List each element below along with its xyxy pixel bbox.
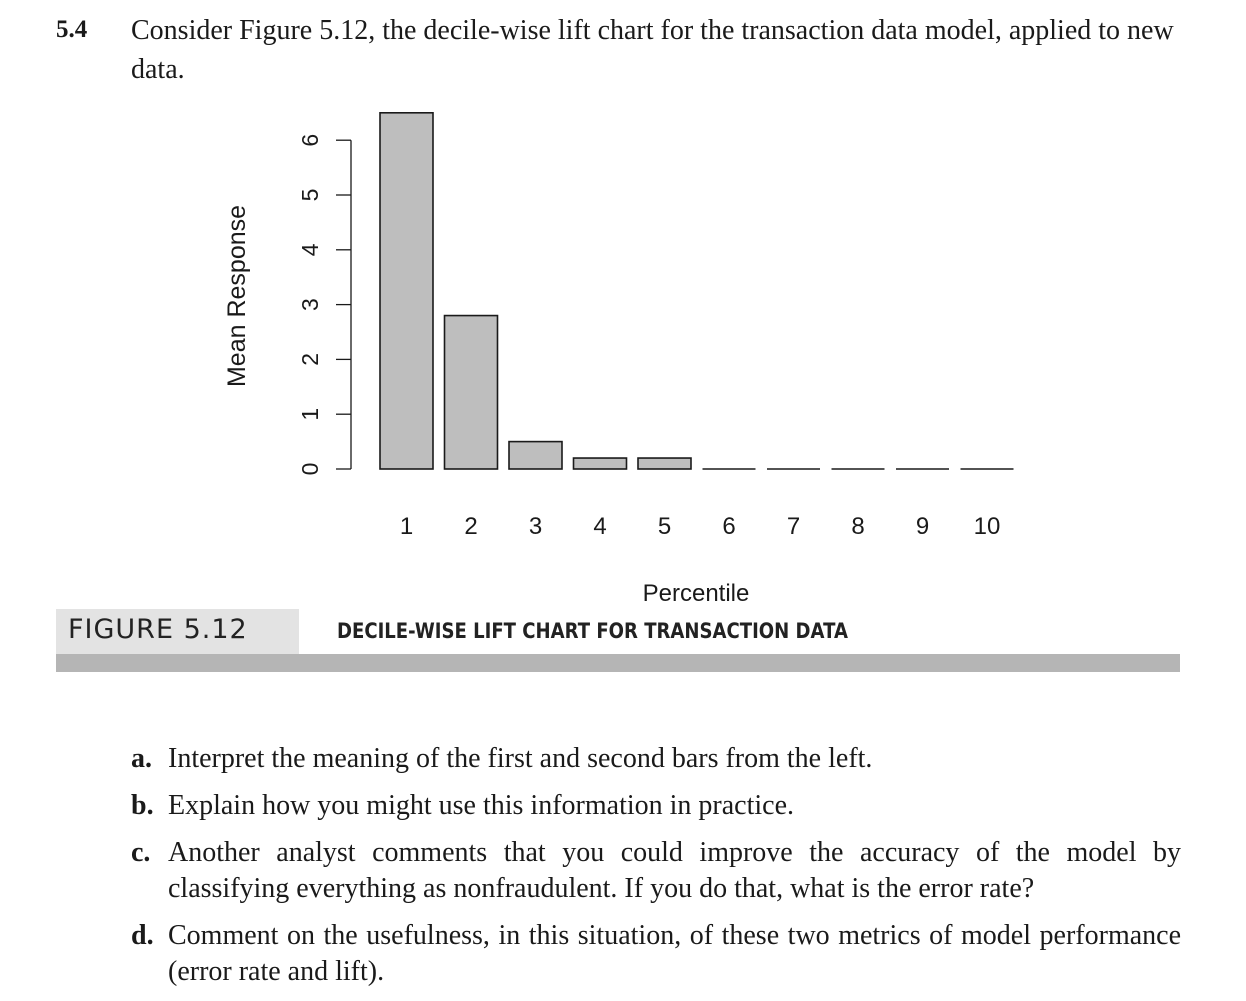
x-tick-label: 2 — [464, 513, 478, 540]
question-a — [131, 741, 1181, 777]
x-tick-label: 6 — [722, 513, 736, 540]
problem-number: 5.4 — [56, 16, 88, 43]
question-list — [131, 741, 1181, 1001]
bar-1 — [380, 113, 433, 469]
y-tick-label: 6 — [297, 133, 324, 147]
figure-rule — [56, 654, 1180, 672]
y-axis — [297, 134, 351, 476]
y-tick-label: 0 — [297, 462, 324, 476]
bars — [380, 113, 1014, 469]
question-text: Explain how you might use this information in practice. — [168, 790, 794, 821]
question-letter: a. — [131, 743, 152, 774]
bar-2 — [445, 316, 498, 469]
x-tick-label: 10 — [973, 513, 1001, 540]
y-tick-label: 4 — [297, 243, 324, 257]
question-letter: c. — [131, 837, 151, 868]
x-tick-labels — [400, 513, 1001, 540]
x-tick-label: 5 — [657, 513, 672, 540]
figure-title: DECILE-WISE LIFT CHART FOR TRANSACTION DATA — [337, 619, 849, 643]
bar-5 — [638, 458, 691, 469]
y-tick-label: 1 — [297, 407, 324, 421]
x-tick-label: 8 — [851, 513, 865, 540]
question-b — [131, 788, 1181, 824]
question-letter: d. — [131, 920, 154, 951]
x-tick-label: 9 — [915, 513, 930, 540]
y-tick-label: 3 — [297, 298, 324, 311]
problem-stem: Consider Figure 5.12, the decile-wise lift chart for the transaction data model, applied to new data. — [131, 15, 1174, 85]
x-tick-label: 1 — [399, 513, 414, 540]
x-tick-label: 3 — [528, 513, 543, 540]
y-tick-label: 2 — [297, 353, 324, 366]
bar-4 — [574, 458, 627, 469]
figure-label: FIGURE 5.12 — [68, 614, 248, 645]
x-tick-label: 4 — [593, 513, 607, 540]
x-axis-label: Percentile — [642, 580, 750, 607]
question-d — [131, 918, 1181, 990]
y-axis-label: Mean Response — [223, 204, 251, 388]
question-c — [131, 835, 1181, 907]
y-tick-label: 5 — [297, 188, 324, 202]
bar-3 — [509, 442, 562, 469]
question-letter: b. — [131, 790, 154, 821]
question-text: Comment on the usefulness, in this situation, of these two metrics of model performance (error rate and lift). — [168, 920, 1181, 987]
question-text: Interpret the meaning of the first and second bars from the left. — [168, 743, 873, 774]
question-text: Another analyst comments that you could improve the accuracy of the model by classifying everything as nonfraudulent. If you do that, what is the error rate? — [168, 837, 1181, 904]
x-tick-label: 7 — [786, 513, 801, 540]
